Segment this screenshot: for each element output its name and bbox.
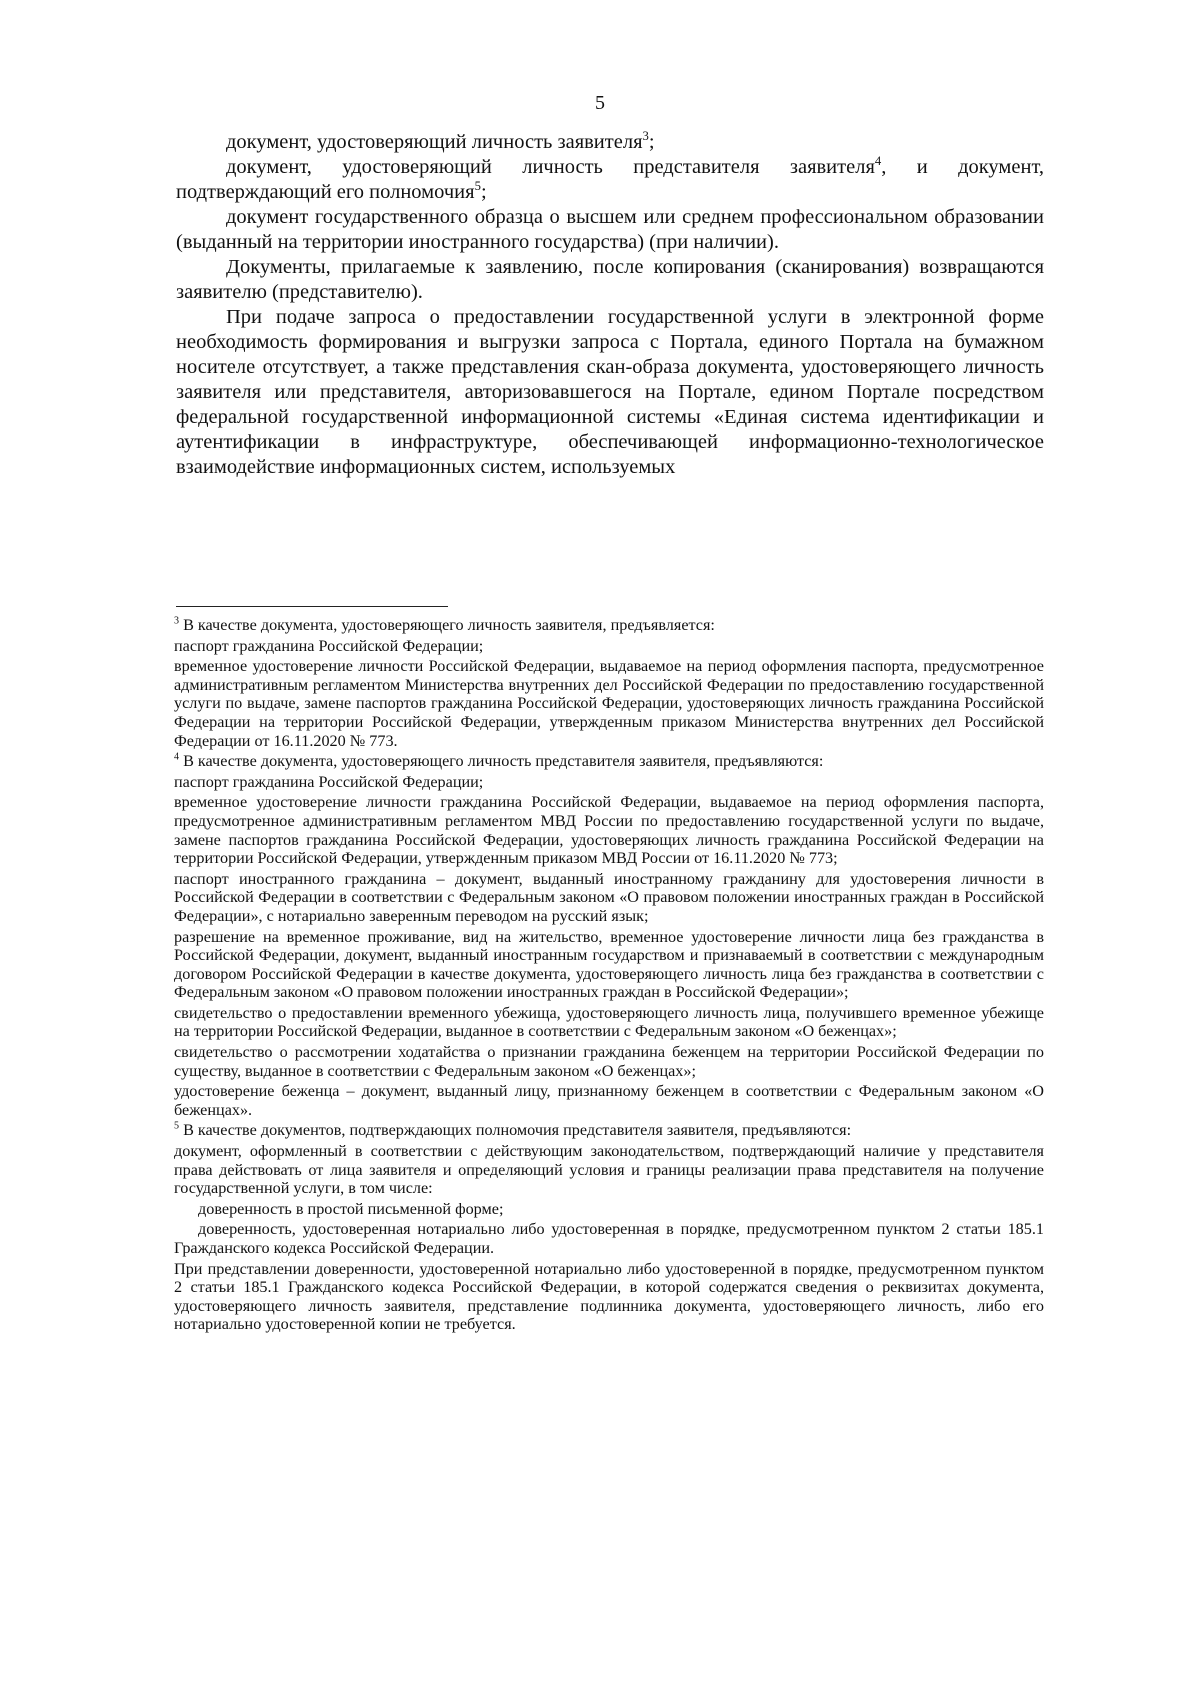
footnote-5-item: доверенность в простой письменной форме; (198, 1199, 504, 1218)
footnote-4-item: свидетельство о рассмотрении ходатайства о признании гражданина беженцем на территории Российской Федерации по существу, выданное в соответствии с Федеральным законом «О беженцах»; (174, 1043, 1044, 1080)
main-text (176, 130, 1044, 480)
paragraph-applicant-id: документ, удостоверяющий личность заявителя$^3$; (226, 129, 655, 153)
paragraph-documents-returned: Документы, прилагаемые к заявлению, после копирования (сканирования) возвращаются заявителю (представителю). (176, 256, 1044, 303)
footnote-4-intro: $^4$ В качестве документа, удостоверяющего личность представителя заявителя, предъявляются: (174, 751, 824, 771)
footnotes (174, 616, 1044, 1336)
footnote-mark-4: 4 (174, 751, 180, 763)
footnote-mark-3: 3 (174, 615, 180, 627)
footnote-3-item: паспорт гражданина Российской Федерации; (174, 636, 484, 655)
footnote-4-item: паспорт иностранного гражданина – документ, выданный иностранному гражданину для удостоверения личности в Российской Федерации в соответствии с Федеральным законом «О правовом положении иностранных граждан в Российской Федерации», с нотариально заверенным переводом на русский язык; (174, 869, 1044, 925)
paragraph-education-document: документ государственного образца о высшем или среднем профессиональном образовании (выданный на территории иностранного государства) (при наличии). (176, 206, 1044, 253)
footnote-5-intro: $^5$ В качестве документов, подтверждающих полномочия представителя заявителя, предъявляются: (174, 1121, 852, 1140)
footnote-4-item: временное удостоверение личности гражданина Российской Федерации, выдаваемое на период оформления паспорта, предусмотренное административным регламентом МВД России по предоставлению государственной услуги по выдаче, замене паспортов гражданина Российской Федерации, удостоверяющих личность гражданина Российской Федерации на территории Российской Федерации, утвержденным приказом МВД России от 16.11.2020 № 773; (174, 793, 1044, 868)
footnote-ref-5[interactable]: 5 (474, 179, 481, 194)
footnote-5-item: доверенность, удостоверенная нотариально либо удостоверенная в порядке, предусмотренном пунктом 2 статьи 185.1 Гражданского кодекса Российской Федерации. (174, 1220, 1044, 1257)
footnote-4-item: паспорт гражданина Российской Федерации; (174, 772, 484, 791)
footnote-5-item: документ, оформленный в соответствии с действующим законодательством, подтверждающий наличие у представителя права действовать от лица заявителя и определяющий условия и границы реализации права представителя на получение государственной услуги, в том числе: (174, 1142, 1044, 1198)
footnote-ref-3[interactable]: 3 (642, 129, 649, 144)
paragraph-electronic-request: При подаче запроса о предоставлении государственной услуги в электронной форме необходимость формирования и выгрузки запроса с Портала, единого Портала на бумажном носителе отсутствует, а также представления скан-образа документа, удостоверяющего личность заявителя или представителя, авторизовавшегося на Портале, едином Портале посредством федеральной государственной информационной системы «Единая система идентификации и аутентификации в инфраструктуре, обеспечивающей информационно-технологическое взаимодействие информационных систем, используемых (176, 306, 1044, 478)
footnote-4-item: удостоверение беженца – документ, выданный лицу, признанному беженцем в соответствии с Федеральным законом «О беженцах». (174, 1082, 1044, 1119)
footnote-3-item: временное удостоверение личности Российской Федерации, выдаваемое на период оформления паспорта, предусмотренное административным регламентом Министерства внутренних дел Российской Федерации по предоставлению государственной услуги по выдаче, замене паспортов гражданина Российской Федерации, удостоверяющих личность гражданина Российской Федерации на территории Российской Федерации, утвержденным приказом Министерства внутренних дел Российской Федерации от 16.11.2020 № 773. (174, 657, 1044, 750)
footnote-separator (176, 606, 448, 607)
footnote-4-item: разрешение на временное проживание, вид на жительство, временное удостоверение личности лица без гражданства в Российской Федерации, документ, выданный иностранным государством и признаваемый в соответствии с международным договором Российской Федерации в качестве документа, удостоверяющего личность лица без гражданства в соответствии с Федеральным законом «О правовом положении иностранных граждан в Российской Федерации»; (174, 927, 1044, 1002)
footnote-4-item: свидетельство о предоставлении временного убежища, удостоверяющего личность лица, получившего временное убежище на территории Российской Федерации, выданное в соответствии с Федеральным законом «О беженцах»; (174, 1003, 1044, 1041)
footnote-ref-4[interactable]: 4 (874, 154, 882, 169)
paragraph-representative-id: документ, удостоверяющий личность представителя заявителя$^4$, и документ, подтверждающий его полномочия$^5$; (176, 154, 1044, 203)
page-number: 5 (595, 92, 605, 114)
footnote-3-intro: $^3$ В качестве документа, удостоверяющего личность заявителя, предъявляется: (174, 615, 715, 634)
footnote-mark-5: 5 (174, 1121, 180, 1133)
footnote-5-item: При представлении доверенности, удостоверенной нотариально либо удостоверенной в порядке, предусмотренном пунктом 2 статьи 185.1 Гражданского кодекса Российской Федерации, в которой содержатся сведения о реквизитах документа, удостоверяющего личность заявителя, представление подлинника документа, удостоверяющего личность, либо его нотариально удостоверенной копии не требуется. (174, 1259, 1044, 1334)
